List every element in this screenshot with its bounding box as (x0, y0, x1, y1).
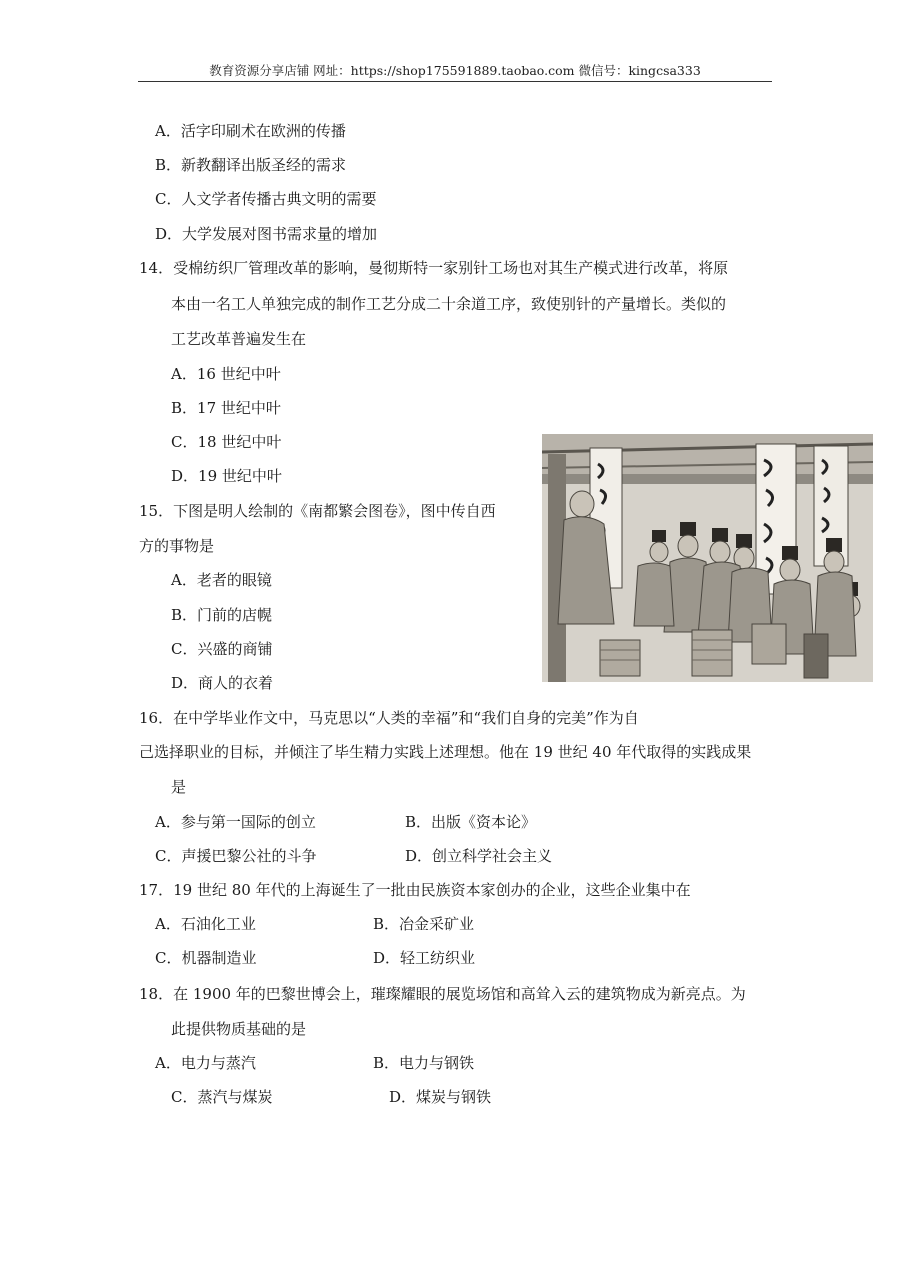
q18-stem-line1: 18．在 1900 年的巴黎世博会上，璀璨耀眼的展览场馆和高耸入云的建筑物成为新亮点。为 (139, 985, 746, 1003)
header-rule (138, 81, 772, 82)
q16-stem-line2: 己选择职业的目标，并倾注了毕生精力实践上述理想。他在 19 世纪 40 年代取得的实践成果 (139, 743, 752, 761)
q17-option-d: D．轻工纺织业 (373, 949, 476, 967)
q16-stem-line1: 16．在中学毕业作文中，马克思以“人类的幸福”和“我们自身的完美”作为自 (139, 709, 639, 727)
q14-option-b: B．17 世纪中叶 (171, 399, 281, 417)
q13-option-c: C．人文学者传播古典文明的需要 (155, 190, 377, 208)
q15-option-a: A．老者的眼镜 (171, 571, 272, 589)
q17-option-b: B．冶金采矿业 (373, 915, 475, 933)
q14-option-a: A．16 世纪中叶 (171, 365, 281, 383)
q18-option-c: C．蒸汽与煤炭 (171, 1088, 273, 1106)
q14-stem-line3: 工艺改革普遍发生在 (171, 330, 307, 348)
q18-option-b: B．电力与钢铁 (373, 1054, 475, 1072)
q17-stem-line1: 17．19 世纪 80 年代的上海诞生了一批由民族资本家创办的企业，这些企业集中在 (139, 881, 691, 899)
q14-option-d: D．19 世纪中叶 (171, 467, 282, 485)
q13-option-d: D．大学发展对图书需求量的增加 (155, 225, 378, 243)
q15-stem-line1: 15．下图是明人绘制的《南都繁会图卷》，图中传自西 (139, 502, 496, 520)
q18-stem-line2: 此提供物质基础的是 (171, 1020, 307, 1038)
q15-stem-line2: 方的事物是 (139, 537, 215, 555)
q18-option-a: A．电力与蒸汽 (155, 1054, 256, 1072)
q14-option-c: C．18 世纪中叶 (171, 433, 282, 451)
q14-stem-line1: 14．受棉纺织厂管理改革的影响，曼彻斯特一家别针工场也对其生产模式进行改革，将原 (139, 259, 729, 277)
page-header: 教育资源分享店铺 网址：https://shop175591889.taobao.com 微信号：kingcsa333 (209, 63, 701, 78)
q17-option-a: A．石油化工业 (155, 915, 256, 933)
q13-option-a: A．活字印刷术在欧洲的传播 (155, 122, 346, 140)
q16-stem-line3: 是 (171, 778, 187, 796)
q14-stem-line2: 本由一名工人单独完成的制作工艺分成二十余道工序，致使别针的产量增长。类似的 (171, 295, 727, 313)
q16-option-c: C．声援巴黎公社的斗争 (155, 847, 317, 865)
q15-option-c: C．兴盛的商铺 (171, 640, 273, 658)
q16-option-d: D．创立科学社会主义 (405, 847, 553, 865)
q16-option-a: A．参与第一国际的创立 (155, 813, 316, 831)
q13-option-b: B．新教翻译出版圣经的需求 (155, 156, 347, 174)
q15-option-b: B．门前的店幌 (171, 606, 273, 624)
q18-option-d: D．煤炭与钢铁 (389, 1088, 492, 1106)
q16-option-b: B．出版《资本论》 (405, 813, 537, 831)
q15-option-d: D．商人的衣着 (171, 674, 274, 692)
q17-option-c: C．机器制造业 (155, 949, 257, 967)
painting-illustration (542, 434, 873, 682)
